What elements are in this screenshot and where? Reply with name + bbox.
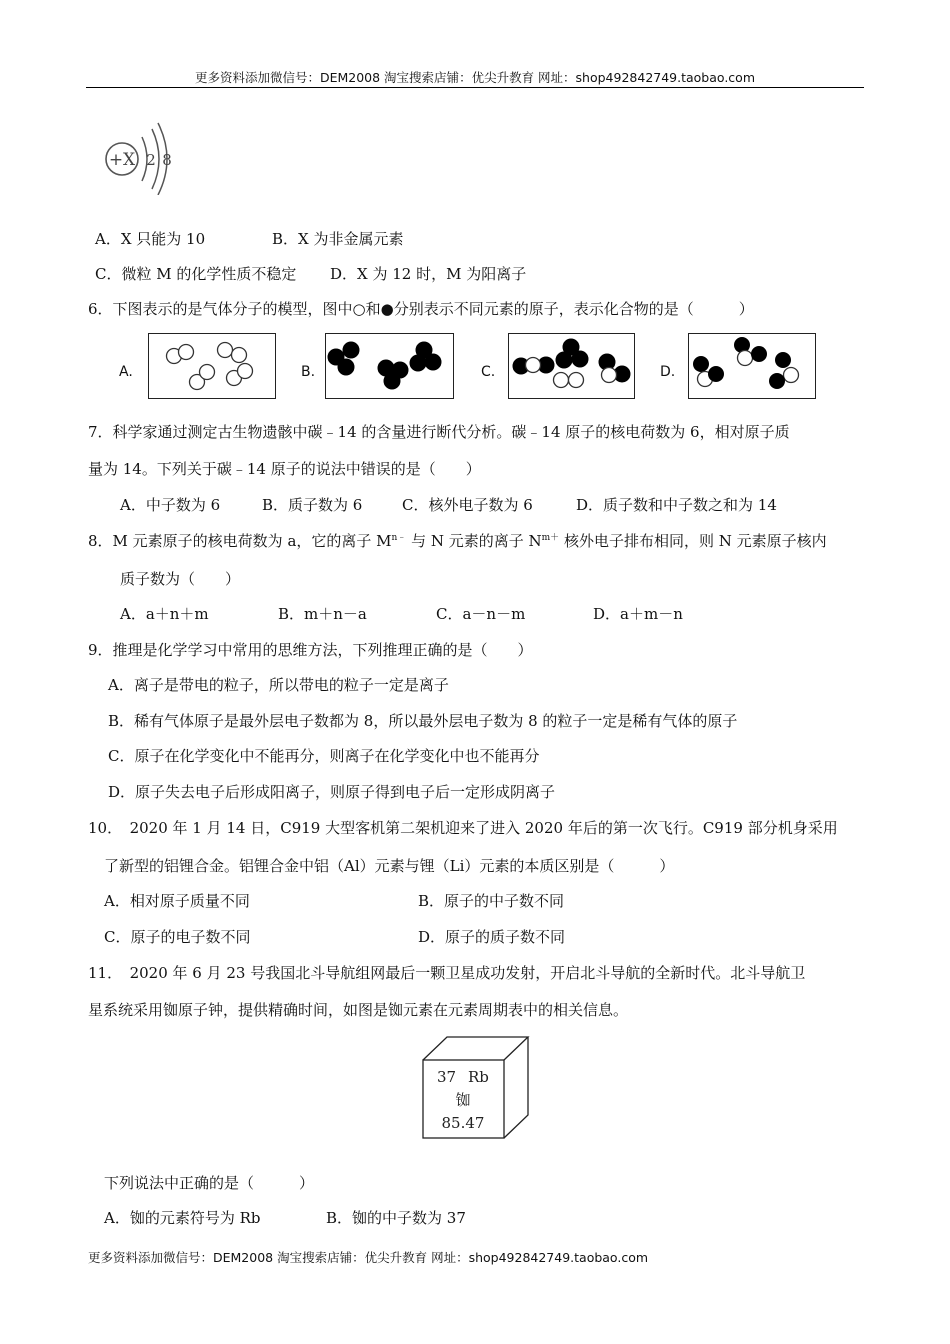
q6-label-d: D. — [660, 364, 676, 380]
q8-option-b: B．m＋n－a — [278, 605, 367, 623]
q8-stem-line2: 质子数为（ ） — [120, 570, 241, 588]
q9-option-d: D．原子失去电子后形成阳离子，则原子得到电子后一定形成阴离子 — [108, 783, 556, 801]
q5-option-d: D．X 为 12 时，M 为阳离子 — [330, 265, 527, 283]
q5-option-c: C．微粒 M 的化学性质不稳定 — [95, 265, 297, 283]
q11-stem-line2: 星系统采用铷原子钟，提供精确时间，如图是铷元素在元素周期表中的相关信息。 — [88, 1001, 629, 1019]
page-header: 更多资料添加微信号：DEM2008 淘宝搜索店铺：优尖升教育 网址：shop492842749.taobao.com — [194, 70, 756, 85]
q11-option-a: A．铷的元素符号为 Rb — [104, 1209, 261, 1227]
q8-option-c: C．a－n－m — [436, 605, 526, 623]
q8-stem-line1: 8．M 元素原子的核电荷数为 a，它的离子 $M^{n﹣}$ 与 N 元素的离子 $N^{m+}$ 核外电子排布相同，则 N 元素原子核内 — [88, 532, 827, 550]
q9-stem: 9．推理是化学学习中常用的思维方法，下列推理正确的是（ ） — [88, 641, 533, 659]
element-name: 铷 — [455, 1091, 471, 1109]
q6-model-a — [148, 333, 276, 399]
q7-stem-line2: 量为 14。下列关于碳﹣14 原子的说法中错误的是（ ） — [88, 460, 481, 478]
q11-option-b: B．铷的中子数为 37 — [326, 1209, 466, 1227]
element-symbol: Rb — [468, 1068, 489, 1086]
q7-option-b: B．质子数为 6 — [262, 496, 363, 514]
q5-option-b: B．X 为非金属元素 — [272, 230, 404, 248]
header-divider — [86, 87, 864, 88]
q6-model-d — [688, 333, 816, 399]
rubidium-element-card — [420, 1034, 532, 1142]
nucleus-label: +X — [108, 150, 136, 170]
q10-option-c: C．原子的电子数不同 — [104, 928, 251, 946]
shell1-count: 2 — [146, 151, 156, 169]
q9-option-a: A．离子是带电的粒子，所以带电的粒子一定是离子 — [108, 676, 449, 694]
q5-option-a: A．X 只能为 10 — [95, 230, 206, 248]
atomic-mass: 85.47 — [441, 1114, 485, 1132]
q11-stem-line1: 11． 2020 年 6 月 23 号我国北斗导航组网最后一颗卫星成功发射，开启北斗导航的全新时代。北斗导航卫 — [88, 964, 806, 982]
q10-option-a: A．相对原子质量不同 — [104, 892, 250, 910]
atomic-number: 37 — [437, 1068, 457, 1086]
q9-option-b: B．稀有气体原子是最外层电子数都为 8，所以最外层电子数为 8 的粒子一定是稀有气体的原子 — [108, 712, 738, 730]
q8-option-d: D．a＋m－n — [593, 605, 683, 623]
q11-question: 下列说法中正确的是（ ） — [104, 1174, 315, 1192]
q6-label-b: B. — [301, 364, 316, 380]
atom-structure-diagram — [100, 115, 190, 195]
q6-label-a: A. — [119, 364, 133, 380]
q8-option-a: A．a＋n＋m — [120, 605, 209, 623]
q10-option-d: D．原子的质子数不同 — [418, 928, 566, 946]
q9-option-c: C．原子在化学变化中不能再分，则离子在化学变化中也不能再分 — [108, 747, 540, 765]
q6-stem: 6．下图表示的是气体分子的模型，图中○和●分别表示不同元素的原子，表示化合物的是（ ） — [88, 300, 754, 318]
q7-option-d: D．质子数和中子数之和为 14 — [576, 496, 777, 514]
q7-option-a: A．中子数为 6 — [120, 496, 221, 514]
q10-stem-line1: 10． 2020 年 1 月 14 日，C919 大型客机第二架机迎来了进入 2020 年后的第一次飞行。C919 部分机身采用 — [88, 819, 838, 837]
q10-option-b: B．原子的中子数不同 — [418, 892, 565, 910]
shell2-count: 8 — [162, 151, 172, 169]
q10-stem-line2: 了新型的铝锂合金。铝锂合金中铝（Al）元素与锂（Li）元素的本质区别是（ ） — [104, 857, 675, 875]
q6-label-c: C. — [481, 364, 496, 380]
page-footer: 更多资料添加微信号：DEM2008 淘宝搜索店铺：优尖升教育 网址：shop492842749.taobao.com — [88, 1250, 649, 1265]
q7-stem-line1: 7．科学家通过测定古生物遗骸中碳﹣14 的含量进行断代分析。碳﹣14 原子的核电荷数为 6，相对原子质 — [88, 423, 790, 441]
q6-model-c — [508, 333, 635, 399]
q6-model-b — [325, 333, 454, 399]
q7-option-c: C．核外电子数为 6 — [402, 496, 533, 514]
